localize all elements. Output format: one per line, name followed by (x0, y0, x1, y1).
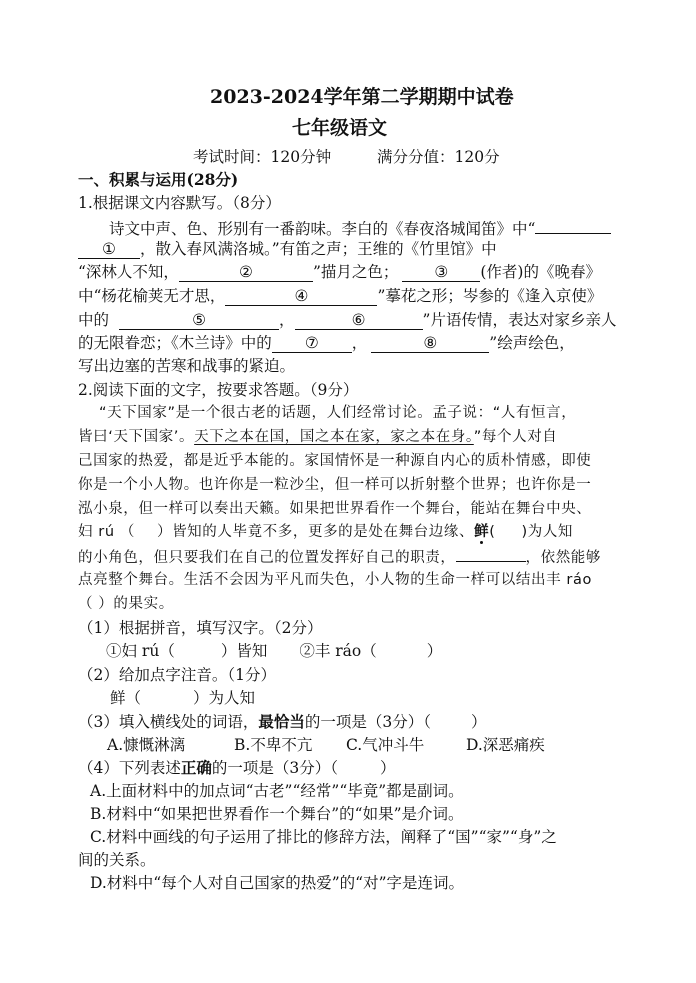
passage-line: 泓小泉，但一样可以奏出天籁。如果把世界看作一个舞台，能站在舞台中央、 (78, 501, 592, 517)
sub-question-3 (78, 711, 487, 733)
q1-text: (作者)的《晚春》 (480, 263, 601, 281)
statement-b[interactable]: B.材料中“如果把世界看作一个舞台”的“如果”是介词。 (90, 805, 464, 823)
passage-line: 己国家的热爱，都是近乎本能的。家国情怀是一种源自内心的质朴情感，即使 (78, 453, 592, 469)
q1-text: 的无限眷恋；《木兰诗》中的 (78, 334, 272, 352)
item-text: ） (471, 713, 487, 731)
passage-text: ( (489, 524, 496, 540)
q1-line7: 写出边塞的苦寒和战事的紧迫。 (78, 357, 296, 375)
q1-stem: 1.根据课文内容默写。（8分） (78, 194, 281, 212)
passage-line: 点亮整个舞台。生活不会因为平凡而失色，小人物的生命一样可以结出丰 ráo (78, 572, 592, 588)
q1-text: ，散入春风满洛城。”有笛之声；王维的《竹里馆》中 (140, 240, 497, 258)
q1-line5 (78, 309, 616, 331)
statement-c[interactable]: C.材料中画线的句子运用了排比的修辞方法，阐释了“国”“家”“身”之 (90, 828, 557, 846)
item-text: ②丰 ráo（ (299, 642, 377, 660)
blank-4[interactable]: ④ (225, 287, 377, 306)
passage-text: 的小角色，但只要我们在自己的位置发挥好自己的职责， (78, 550, 456, 566)
item-text: ①妇 rú（ (106, 642, 175, 660)
exam-title: 2023-2024学年第二学期期中试卷 (210, 86, 514, 108)
statement-d[interactable]: D.材料中“每个人对自己国家的热爱”的“对”字是连词。 (90, 874, 464, 892)
q1-text: ， (351, 334, 368, 352)
blank-6[interactable]: ⑥ (295, 311, 423, 330)
passage-line (78, 521, 573, 543)
item-text: 的一项是（3分）（ (211, 759, 339, 777)
q1-line4 (78, 285, 602, 307)
option-a[interactable]: A.慷慨淋漓 (107, 736, 186, 754)
item-text: （4）下列表述 (78, 759, 181, 777)
q1-text: ”片语传情，表达对家乡亲人 (422, 311, 617, 329)
statement-c-cont: 间的关系。 (78, 851, 156, 869)
item-text: ）为人知 (193, 689, 256, 707)
blank-1a[interactable] (535, 215, 611, 234)
q1-text: ”描月之色； (312, 263, 399, 281)
q1-text: ”绘声绘色， (489, 334, 575, 352)
q1-line2 (78, 238, 497, 260)
passage-line: “天下国家”是一个很古老的话题，人们经常讨论。孟子说：“人有恒言， (99, 405, 577, 421)
q1-text: 中“杨花榆荚无才思， (78, 287, 226, 305)
full-score: 满分分值：120分 (377, 148, 500, 166)
underlined-sentence: 天下之本在国，国之本在家，家之本在身。 (194, 429, 474, 445)
item-text: 的一项是（3分）（ (304, 713, 432, 731)
q2-stem: 2.阅读下面的文字，按要求答题。（9分） (78, 381, 359, 399)
q1-text: ， (279, 311, 295, 329)
item-text: ） (380, 759, 396, 777)
passage-text: ）皆知的人毕竟不多，更多的是处在舞台边缘、 (156, 524, 475, 540)
q1-text: ”摹花之形；岑参的《逢入京使》 (377, 287, 603, 305)
exam-subtitle: 七年级语文 (292, 117, 388, 139)
sub-question-2-item (110, 687, 255, 709)
item-text: （3）填入横线处的词语， (78, 713, 259, 731)
sub-question-2: （2）给加点字注音。（1分） (78, 666, 276, 684)
q1-line6 (78, 332, 575, 354)
sub-question-1-items (106, 640, 442, 662)
emphasis: 正确 (180, 758, 212, 777)
sub-question-4 (78, 757, 396, 779)
passage-text: ”每个人对自 (473, 429, 558, 445)
passage-line (78, 545, 601, 569)
option-d[interactable]: D.深恶痛疾 (466, 736, 545, 754)
passage-text: 皆曰‘天下国家’。 (78, 429, 195, 445)
passage-line: （ ）的果实。 (78, 596, 174, 612)
exam-time: 考试时间：120分钟 (193, 148, 332, 166)
passage-blank[interactable] (456, 545, 526, 562)
statement-a[interactable]: A.上面材料中的加点词“古老”“经常”“毕竟”都是副词。 (90, 782, 464, 800)
q1-line3 (78, 261, 601, 283)
blank-1[interactable]: ① (78, 240, 140, 259)
option-b[interactable]: B.不卑不亢 (234, 736, 313, 754)
emphasis: 最恰当 (258, 712, 305, 731)
blank-8[interactable]: ⑧ (371, 334, 489, 353)
passage-text: )为人知 (521, 524, 574, 540)
passage-text: ，依然能够 (525, 550, 601, 566)
passage-line (78, 426, 557, 448)
dotted-char: 鲜 (474, 524, 490, 540)
q1-text: 中的 (78, 311, 110, 329)
item-text: ）皆知 (220, 642, 268, 660)
item-text: 鲜（ (110, 689, 142, 707)
passage-line: 你是一个小人物。也许你是一粒沙尘，但一样可以折射整个世界；也许你是一 (78, 477, 592, 493)
q1-line1 (109, 215, 611, 240)
blank-2[interactable]: ② (179, 263, 313, 282)
blank-3[interactable]: ③ (402, 263, 480, 282)
q1-text: “深林人不知， (78, 263, 179, 281)
q1-text: 诗文中声、色、形别有一番韵味。李白的《春夜洛城闻笛》中“ (109, 220, 536, 238)
section-heading: 一、积累与运用(28分) (78, 170, 239, 189)
option-c[interactable]: C.气冲斗牛 (346, 736, 425, 754)
blank-7[interactable]: ⑦ (272, 334, 352, 353)
blank-5[interactable]: ⑤ (119, 311, 279, 330)
passage-text: 妇 rú （ (78, 524, 135, 540)
sub-question-1: （1）根据拼音，填写汉字。（2分） (78, 619, 323, 637)
item-text: ） (426, 642, 443, 660)
